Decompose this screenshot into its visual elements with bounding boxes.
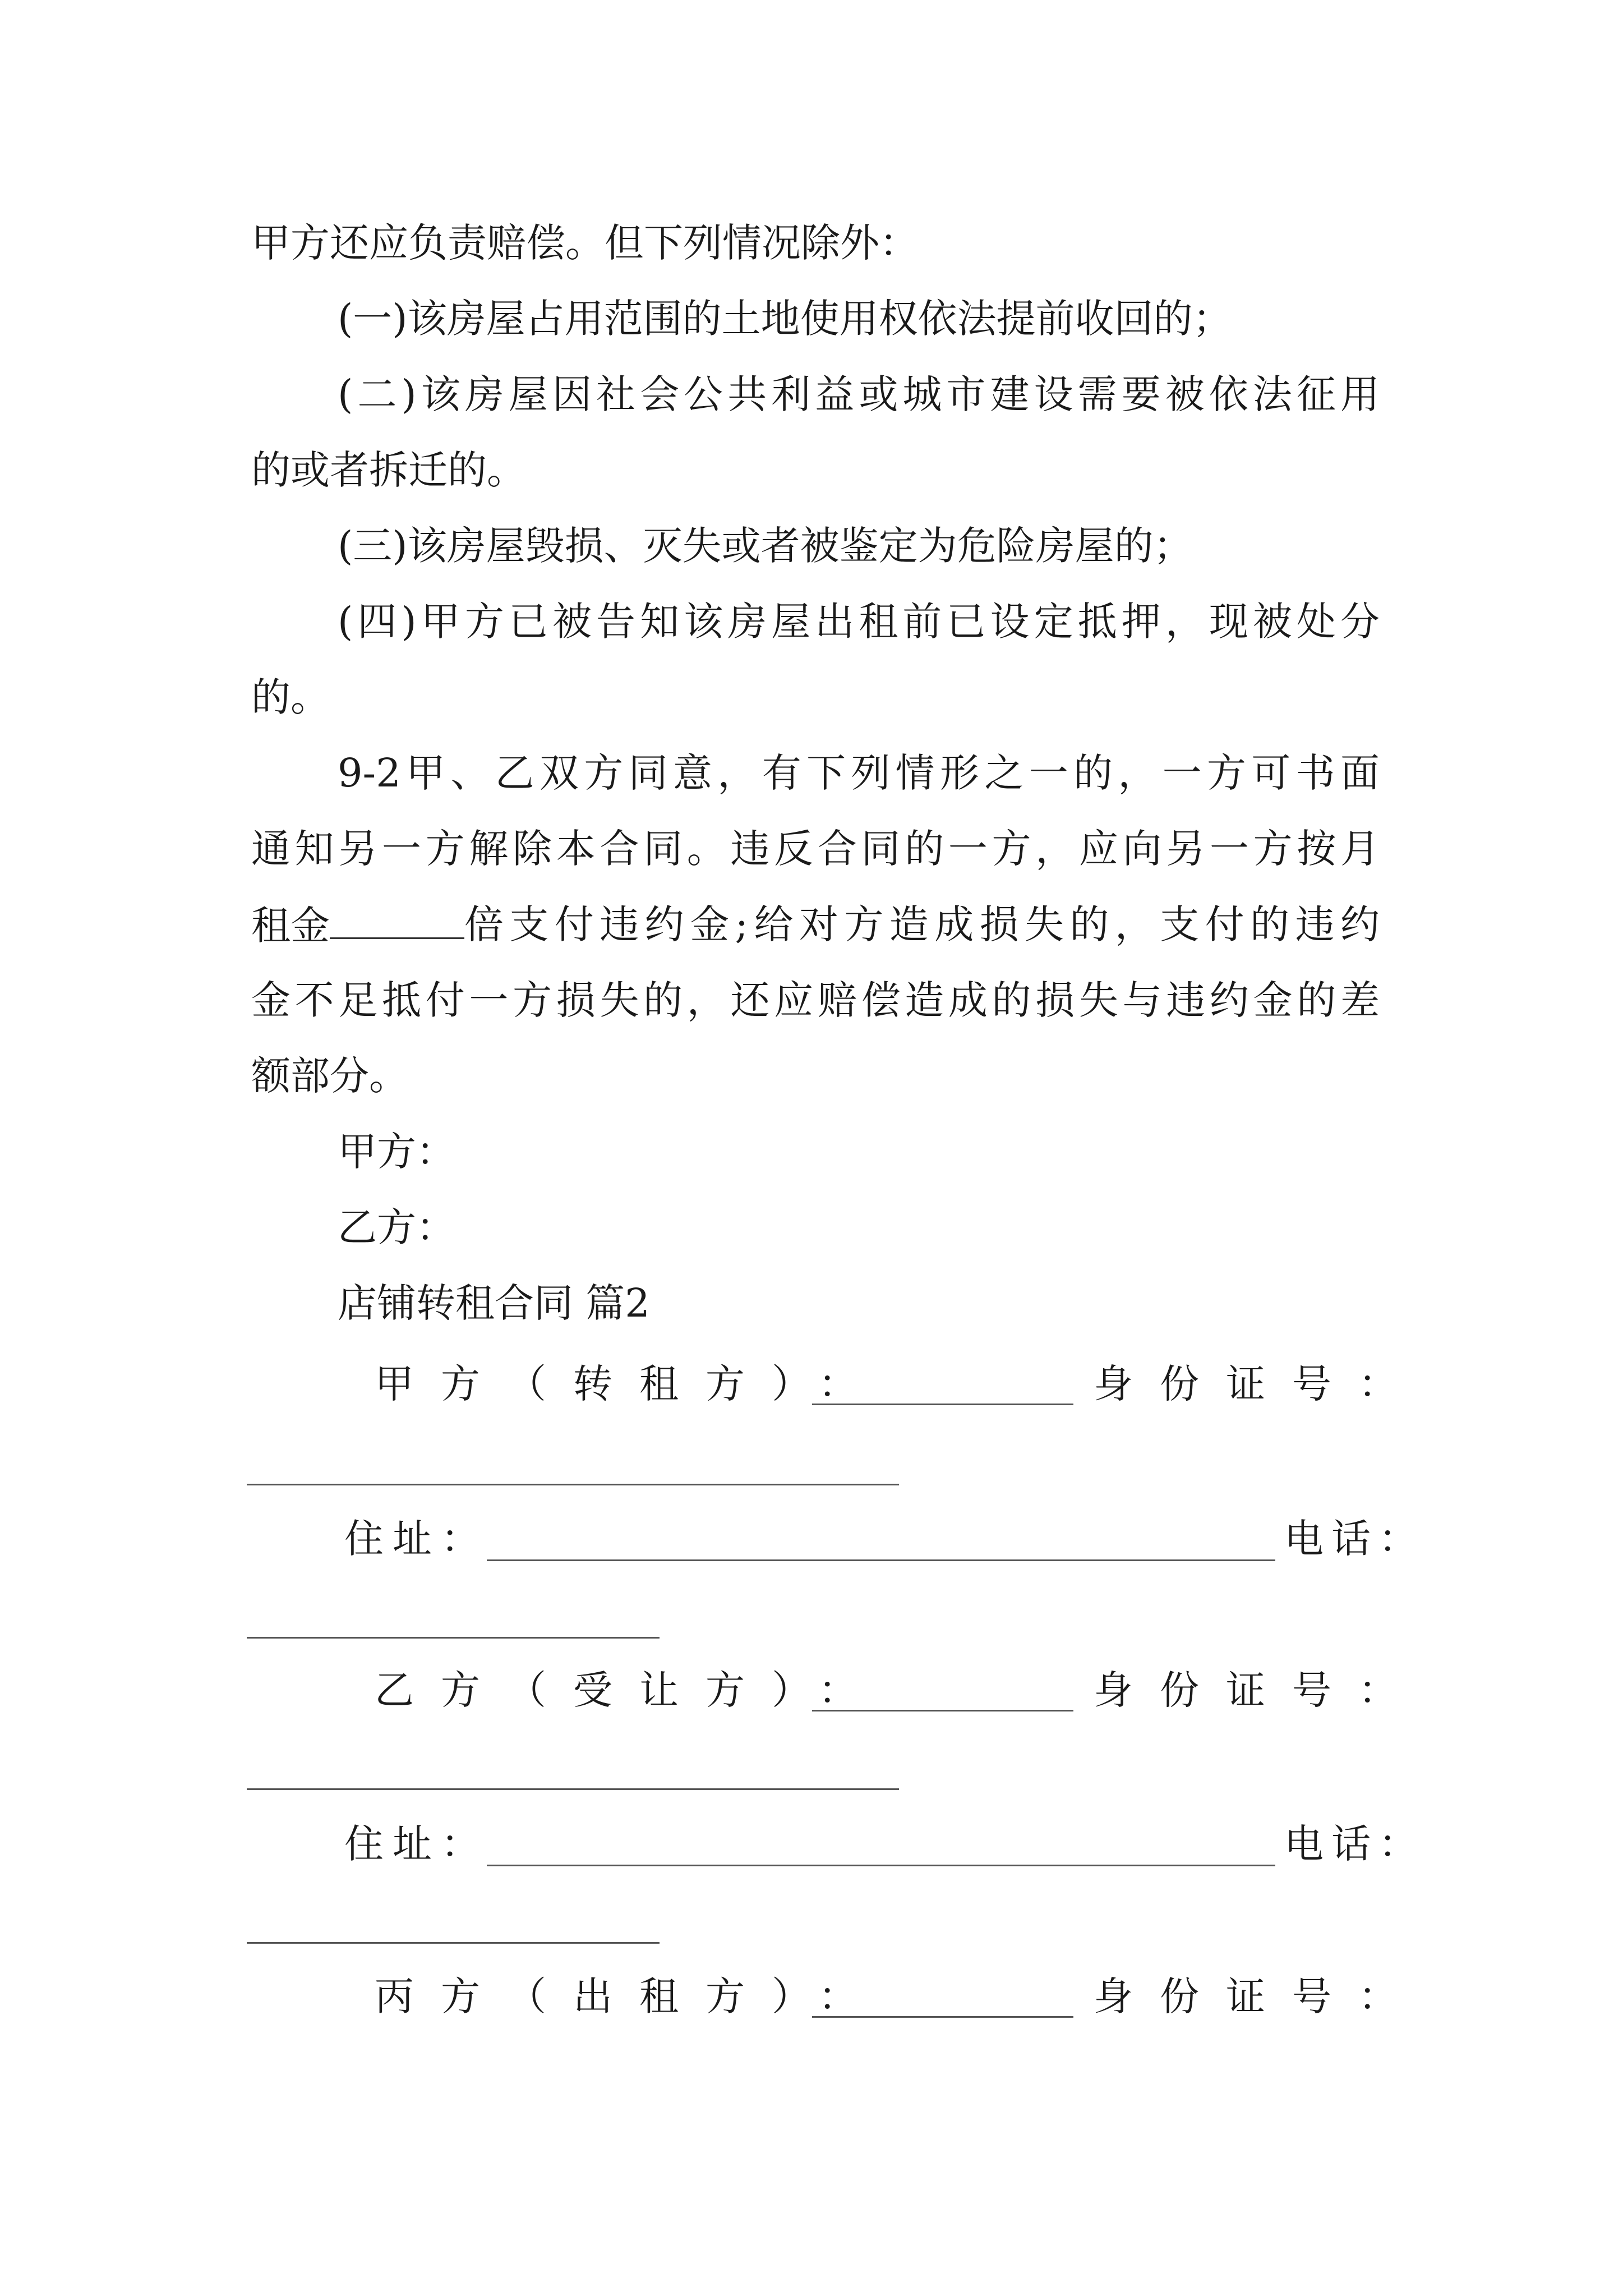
clause-9-2-line-2: 通知另一方解除本合同。违反合同的一方，应向另一方按月: [251, 826, 1380, 872]
party-a-phone-blank[interactable]: [247, 1637, 660, 1639]
rent-prefix: 租金: [251, 903, 330, 949]
party-b-address-blank[interactable]: [487, 1865, 1275, 1866]
party-b-id-blank[interactable]: [247, 1788, 899, 1790]
clause-item-2-cont: 的或者拆迁的。: [251, 447, 526, 493]
clause-9-2-line-3: [251, 901, 1380, 949]
party-c-label: 丙方（出租方）：: [375, 1973, 884, 2019]
rent-multiplier-blank[interactable]: [330, 905, 464, 939]
clause-item-4-cont: 的。: [251, 674, 330, 720]
paragraph-line: 甲方还应负责赔偿。但下列情况除外：: [251, 220, 919, 266]
party-b-name-blank[interactable]: [812, 1710, 1073, 1711]
party-a-phone-label: 电话：: [1284, 1516, 1426, 1562]
party-a-label: 甲方（转租方）：: [375, 1361, 884, 1407]
section-title: 店铺转租合同 篇2: [338, 1280, 650, 1326]
clause-9-2-line-4: 金不足抵付一方损失的，还应赔偿造成的损失与违约金的差: [251, 977, 1380, 1023]
party-a-id-blank[interactable]: [247, 1484, 899, 1485]
party-a-address-blank[interactable]: [487, 1559, 1275, 1561]
clause-item-2: (二)该房屋因社会公共利益或城市建设需要被依法征用: [338, 371, 1380, 417]
clause-9-2-line-5: 额部分。: [251, 1053, 408, 1099]
party-a-name-blank[interactable]: [812, 1404, 1073, 1405]
clause-item-3: (三)该房屋毁损、灭失或者被鉴定为危险房屋的；: [338, 523, 1193, 569]
party-b-signature: 乙方：: [338, 1204, 455, 1250]
party-c-name-blank[interactable]: [812, 2016, 1073, 2018]
party-a-address-label: 住址：: [344, 1516, 489, 1562]
party-c-id-label: 身份证号：: [1094, 1973, 1424, 2019]
party-a-signature: 甲方：: [338, 1129, 455, 1175]
party-b-address-label: 住址：: [344, 1821, 489, 1867]
clause-9-2-line-1: 9-2甲、乙双方同意，有下列情形之一的，一方可书面: [338, 750, 1380, 796]
party-b-phone-label: 电话：: [1284, 1821, 1426, 1867]
party-b-phone-blank[interactable]: [247, 1942, 660, 1944]
party-a-id-label: 身份证号：: [1094, 1361, 1424, 1407]
clause-item-1: (一)该房屋占用范围的土地使用权依法提前收回的；: [338, 296, 1232, 342]
rent-text: 倍支付违约金;给对方造成损失的，支付的违约: [464, 901, 1380, 947]
clause-item-4: (四)甲方已被告知该房屋出租前已设定抵押，现被处分: [338, 599, 1380, 645]
party-b-label: 乙方（受让方）：: [375, 1667, 884, 1713]
party-b-id-label: 身份证号：: [1094, 1667, 1424, 1713]
